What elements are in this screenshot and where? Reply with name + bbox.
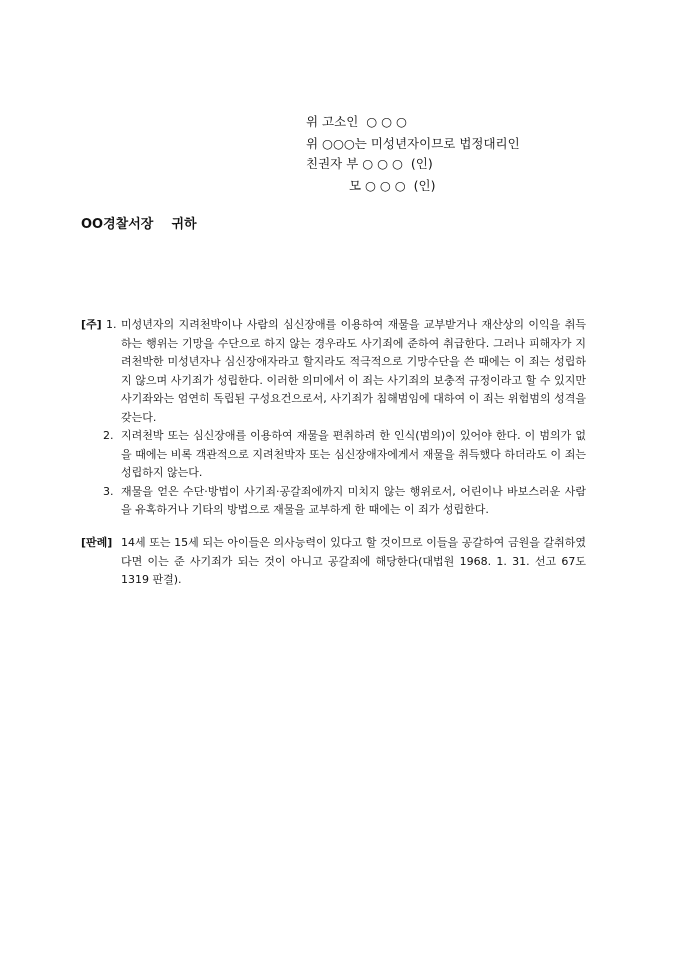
signature-guardian-line: 위 ○○○는 미성년자이므로 법정대리인 — [306, 136, 520, 151]
ruling-section — [81, 534, 586, 590]
ruling-tag: [판례] — [81, 536, 113, 549]
note-text: 재물을 얻은 수단·방법이 사기죄·공갈죄에까지 미치지 않는 행위로서, 어린이나 바보스러운 사람을 유혹하거나 기타의 방법으로 재물을 교부하게 한 때에는 이 죄가 성립한다. — [121, 484, 586, 516]
note-number: 2. — [103, 429, 114, 442]
note-text: 지려천박 또는 심신장애를 이용하여 재물을 편취하려 한 인식(범의)이 있어야 한다. 이 범의가 없을 때에는 비록 객관적으로 지려천박자 또는 심신장애자에게서 재물을 취득했다 하더라도 이 죄는 성립하지 않는다. — [121, 429, 586, 479]
note-item — [81, 483, 586, 520]
ruling-text: 14세 또는 15세 되는 아이들은 의사능력이 있다고 할 것이므로 이들을 공갈하여 금원을 갈취하였다면 이는 준 사기죄가 되는 것이 아니고 공갈죄에 해당한다(대법원 1968. 1. 31. 선고 67도1319 판결). — [121, 536, 586, 586]
addressee: OO경찰서장 귀하 — [81, 217, 197, 232]
note-number: 3. — [103, 484, 114, 498]
note-text: 미성년자의 지려천박이나 사람의 심신장애를 이용하여 재물을 교부받거나 재산상의 이익을 취득하는 행위는 기망을 수단으로 하지 않는 경우라도 사기죄에 준하여 취급한다. 그러나 피해자가 지려천박한 미성년자나 심신장애자라고 할지라도 적극적으로 기망수단을 쓴 때에는 이 죄는 성립하지 않으며 사기죄가 성립한다. 이러한 의미에서 이 죄는 사기죄의 보충적 규정이라고 할 수 있지만 사기좌와는 엄연히 독립된 구성요건으로서, 사기죄가 침해범임에 대하여 이 죄는 위험범의 성격을 갖는다. — [121, 318, 586, 424]
signature-father-line: 친권자 부 ○ ○ ○ (인) — [306, 156, 433, 171]
note-item — [81, 316, 586, 427]
notes-section — [81, 316, 586, 520]
signature-complainant-line: 위 고소인 ○ ○ ○ — [306, 114, 407, 129]
note-item — [81, 427, 586, 483]
note-number: 1. — [106, 318, 117, 331]
signature-mother-line: 모 ○ ○ ○ (인) — [349, 178, 436, 193]
notes-tag: [주] — [81, 318, 102, 331]
